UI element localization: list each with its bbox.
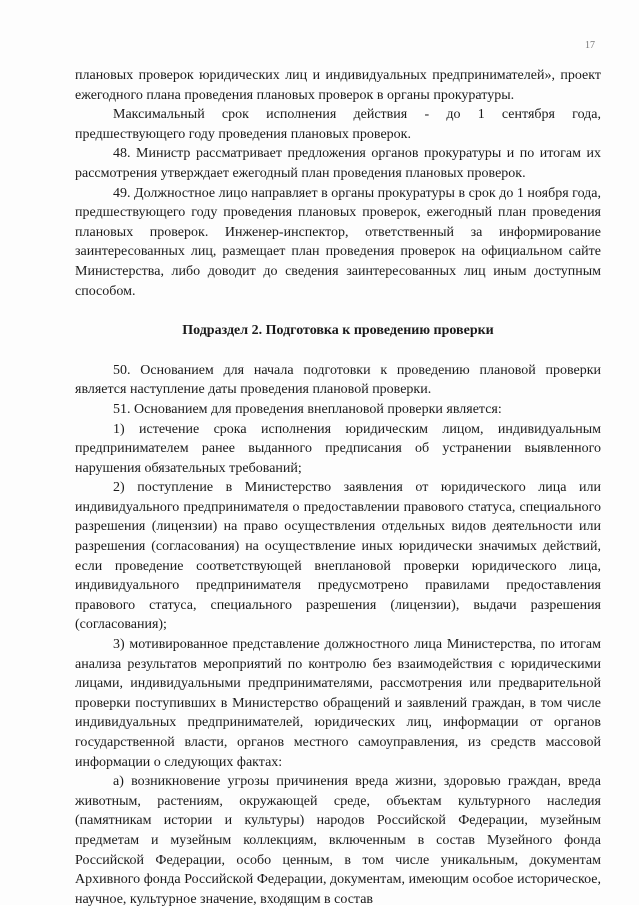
page-number: 17 [585, 40, 595, 51]
paragraph-p48: 48. Министр рассматривает предложения органов прокуратуры и по итогам их рассмотрения утверждает ежегодный план проведения плановых проверок. [75, 146, 601, 181]
paragraph-srok: Максимальный срок исполнения действия - до 1 сентября года, предшествующего году проведения плановых проверок. [75, 107, 601, 142]
document-body [75, 66, 601, 909]
paragraph-p51-1: 1) истечение срока исполнения юридическим лицом, индивидуальным предпринимателем ранее выданного предписания об устранении выявленного нарушения обязательных требований; [75, 421, 601, 476]
paragraphs-top [75, 66, 601, 301]
paragraphs-bottom [75, 361, 601, 909]
paragraph-cont: плановых проверок юридических лиц и индивидуальных предпринимателей», проект ежегодного плана проведения плановых проверок в органы прокуратуры. [75, 68, 601, 103]
paragraph-p49: 49. Должностное лицо направляет в органы прокуратуры в срок до 1 ноября года, предшествующего году проведения плановых проверок, ежегодный план проведения плановых проверок. Инженер-инспектор, ответственный за информирование заинтересованных лиц, размещает план проведения проверок на официальном сайте Министерства, либо доводит до сведения заинтересованных лиц иным доступным способом. [75, 185, 601, 299]
paragraph-p51: 51. Основанием для проведения внеплановой проверки является: [113, 401, 502, 417]
paragraph-p50: 50. Основанием для начала подготовки к проведению плановой проверки является наступление даты проведения плановой проверки. [75, 362, 601, 398]
paragraph-p51-3a: а) возникновение угрозы причинения вреда жизни, здоровью граждан, вреда животным, растениям, окружающей среде, объектам культурного наследия (памятникам истории и культуры) народов Российской Федерации, музейным предметам и музейным коллекциям, включенным в состав Музейного фонда Российской Федерации, особо ценным, в том числе уникальным, документам Архивного фонда Российской Федерации, документам, имеющим особое историческое, научное, культурное значение, входящим в состав [75, 774, 601, 907]
paragraph-p51-3: 3) мотивированное представление должностного лица Министерства, по итогам анализа результатов мероприятий по контролю без взаимодействия с юридическими лицами, индивидуальными предпринимателями, рассмотрения или предварительной проверки поступивших в Министерство обращений и заявлений граждан, в том числе индивидуальных предпринимателей, юридических лиц, информации от органов государственной власти, органов местного самоуправления, из средств массовой информации о следующих фактах: [75, 637, 601, 770]
paragraph-p51-2: 2) поступление в Министерство заявления от юридического лица или индивидуального предпринимателя о предоставлении правового статуса, специального разрешения (лицензии) на право осуществления отдельных видов деятельности или разрешения (согласования) на осуществление иных юридически значимых действий, если проведение соответствующей внеплановой проверки юридического лица, индивидуального предпринимателя предусмотрено правилами предоставления правового статуса, специального разрешения (лицензии), выдачи разрешения (согласования); [75, 480, 601, 633]
section-heading: Подраздел 2. Подготовка к проведению проверки [182, 323, 494, 339]
